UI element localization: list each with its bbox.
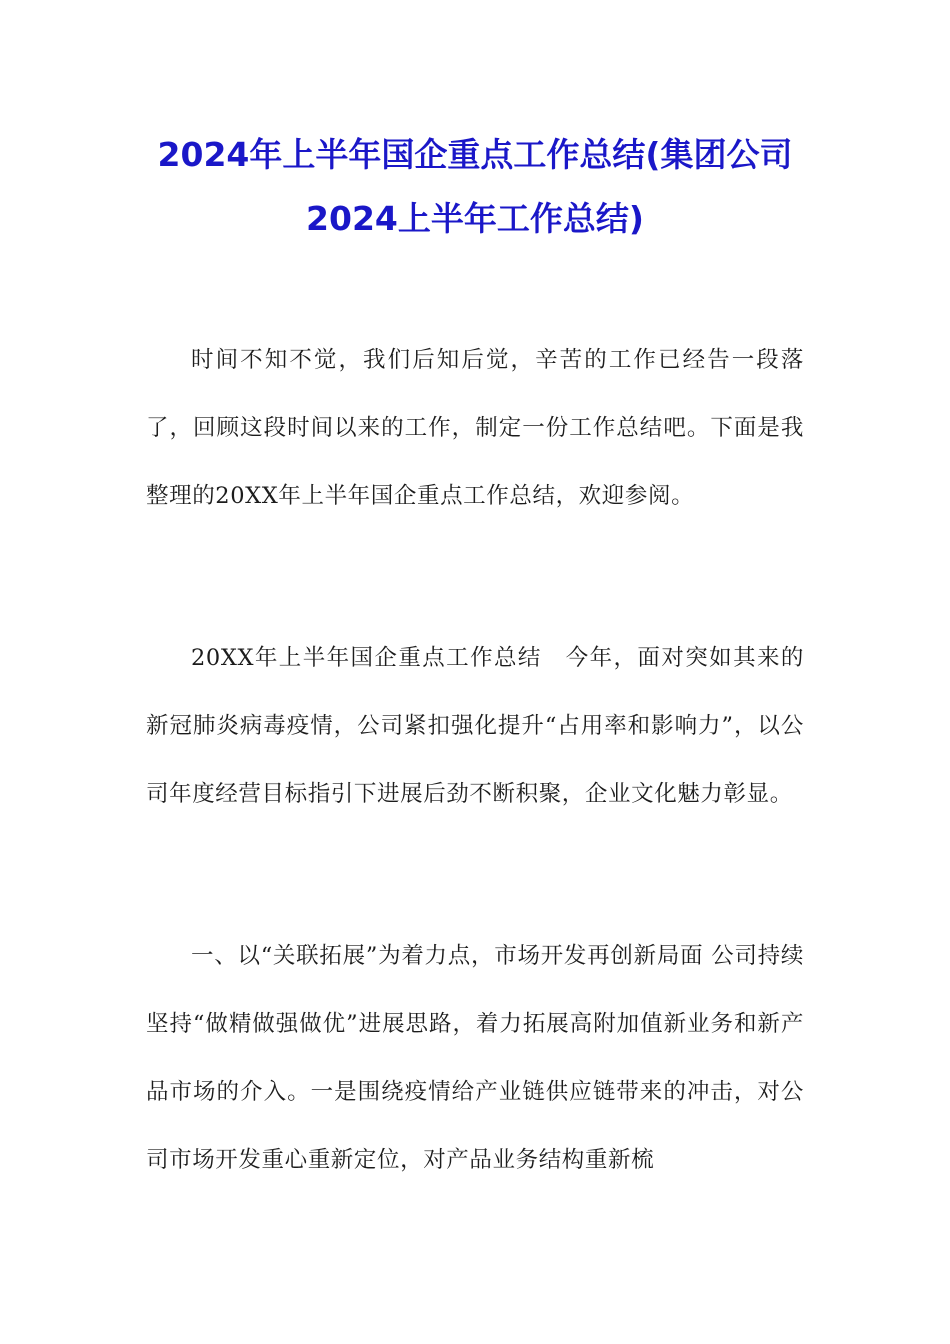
document-title-line-2: 2024上半年工作总结)	[306, 199, 644, 238]
intro-paragraph: 时间不知不觉，我们后知后觉，辛苦的工作已经告一段落了，回顾这段时间以来的工作，制定一份工作总结吧。下面是我整理的20XX年上半年国企重点工作总结，欢迎参阅。	[146, 347, 804, 509]
summary-paragraph: 20XX年上半年国企重点工作总结 今年，面对突如其来的新冠肺炎病毒疫情，公司紧扣强化提升“占用率和影响力”，以公司年度经营目标指引下进展后劲不断积聚，企业文化魅力彰显。	[146, 645, 804, 807]
document-title-line-1: 2024年上半年国企重点工作总结(集团公司	[157, 135, 793, 174]
section-one-paragraph: 一、以“关联拓展”为着力点，市场开发再创新局面 公司持续坚持“做精做强做优”进展思路，着力拓展高附加值新业务和新产品市场的介入。一是围绕疫情给产业链供应链带来的冲击，对公司市场开发重心重新定位，对产品业务结构重新梳	[146, 943, 804, 1173]
